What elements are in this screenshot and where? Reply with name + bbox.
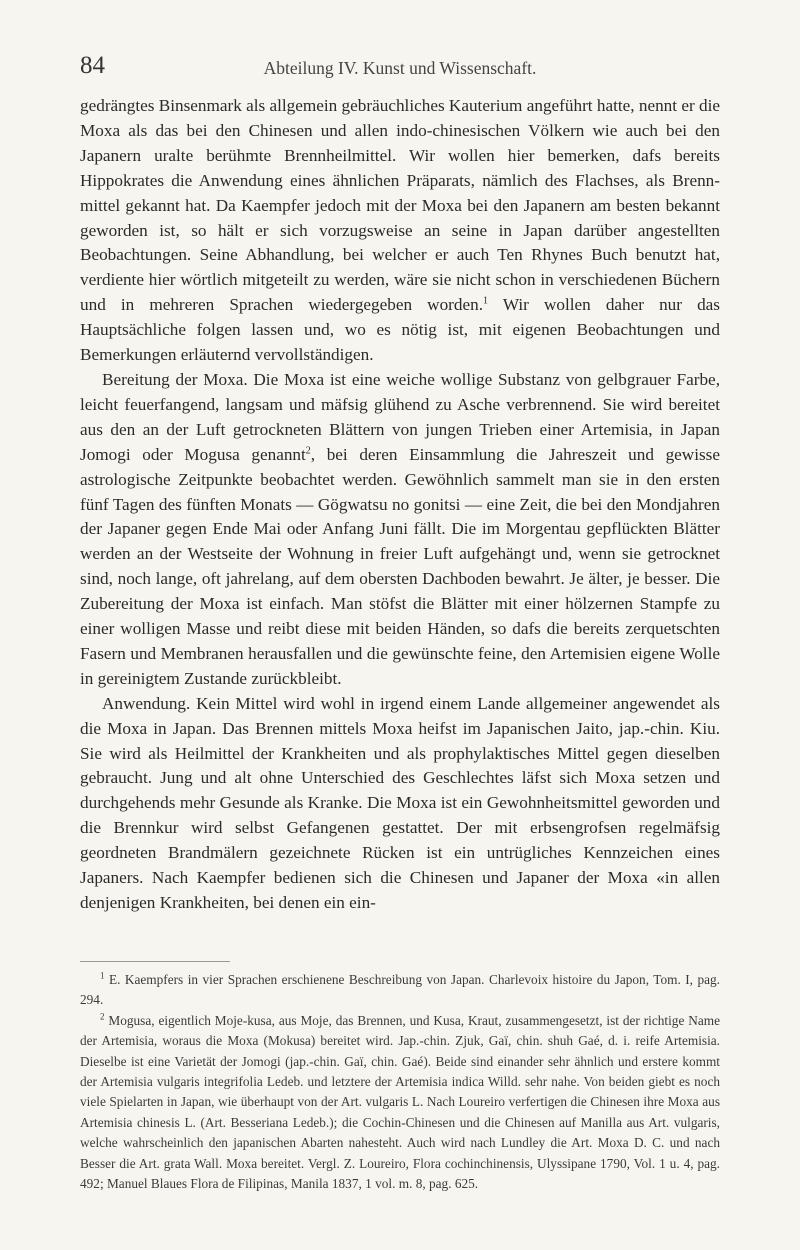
footnotes [80,970,720,1194]
paragraph-bereitung: Bereitung der Moxa. Die Moxa ist eine weiche wollige Substanz von gelbgrauer Farbe, leicht feuerfangend, langsam und mäfsig glühend zu Asche verbrennend. Sie wird bereitet aus den an der Luft getrockneten Blättern von jungen Trieben einer Artemisia, in Japan Jomogi oder Mogusa genannt$^2$, bei deren Einsammlung die Jahreszeit und gewisse astrologische Zeitpunkte beobachtet werden. Gewöhnlich sammelt man sie in den ersten fünf Tagen des fünften Monats — Gögwatsu no gonitsi — eine Zeit, die bei den Mondjahren der Japaner gegen Ende Mai oder Anfang Juni fällt. Die im Morgentau gepflückten Blätter werden an der Westseite der Wohnung in freier Luft aufgehängt und, wenn sie getrocknet sind, noch lange, oft jahrelang, auf dem obersten Dachboden bewahrt. Je älter, je besser. Die Zubereitung der Moxa ist einfach. Man stöfst die Blätter mit einer hölzernen Stampfe zu einer wolligen Masse und reibt diese mit beiden Händen, so dafs die bereits zerquetschten Fasern und Membranen herausfallen und die gewünschte feine, den Artemisien eigene Wolle in gereinigtem Zustande zurückbleibt. [80,369,720,688]
footnote-divider [80,961,230,962]
paragraph-anwendung: Anwendung. Kein Mittel wird wohl in irgend einem Lande allgemeiner angewendet als die Moxa in Japan. Das Brennen mittels Moxa heifst im Japanischen Jaito, jap.-chin. Kiu. Sie wird als Heilmittel der Krankheiten und als prophylaktisches Mittel gegen dieselben gebraucht. Jung und alt ohne Unterschied des Geschlechtes läfst sich Moxa setzen und durchgehends mehr Gesunde als Kranke. Die Moxa ist ein Gewohnheitsmittel geworden und die Brennkur wird selbst Gefangenen gestattet. Der mit erbsengrofsen regelmäfsig geordneten Brandmälern gezeichnete Rücken ist ein untrügliches Kennzeichen eines Japaners. Nach Kaempfer bedienen sich die Chinesen und Japaner der Moxa «in allen denjenigen Krankheiten, bei denen ein ein- [80,693,720,912]
footnote-ref-1: 1 [483,295,489,307]
page-number: 84 [80,52,105,79]
page-header [80,52,720,82]
footnote-1: $^1$ E. Kaempfers in vier Sprachen erschienene Beschreibung von Japan. Charlevoix histoire du Japon, Tom. I, pag. 294. [80,970,720,1008]
running-head: Abteilung IV. Kunst und Wissenschaft. [263,58,537,78]
paragraph-1: gedrängtes Binsenmark als allgemein gebräuchliches Kauterium angeführt hatte, nennt er die Moxa als das bei den Chinesen und allen indo-chinesischen Völkern wie auch bei den Japanern uralte berühmte Brennheilmittel. Wir wollen hier bemerken, dafs bereits Hippokrates die Anwendung eines ähnlichen Präparats, nämlich des Flachses, als Brennmittel gekannt hat. Da Kaempfer jedoch mit der Moxa bei den Japanern am besten bekannt geworden ist, so hält er sich vorzugsweise an seine in Japan darüber angestellten Beobachtungen. Seine Abhandlung, bei welcher er auch Ten Rhynes Buch benutzt hat, verdiente hier wörtlich mitgeteilt zu werden, wäre sie nicht schon in verschiedenen Büchern und in mehreren Sprachen wiedergegeben worden.$^1$ Wir wollen daher nur das Hauptsächliche folgen lassen und, wo es nötig ist, mit eigenen Beobachtungen und Bemerkungen erläuternd vervollständigen. [80,96,720,365]
body-text [80,94,720,916]
footnote-ref-2: 2 [305,444,311,456]
footnote-2: $^2$ Mogusa, eigentlich Moje-kusa, aus Moje, das Brennen, und Kusa, Kraut, zusammengesetzt, ist der richtige Name der Artemisia, woraus die Moxa (Mokusa) bereitet wird. Jap.-chin. Zjuk, Gaï, chin. shuh Gaé, d. i. reife Artemisia. Dieselbe ist eine Varietät der Jomogi (jap.-chin. Gaï, chin. Gaé). Beide sind einander sehr ähnlich und erstere kommt der Artemisia vulgaris integrifolia Ledeb. und letztere der Artemisia indica Willd. sehr nahe. Von beiden giebt es noch viele Spielarten in Japan, wie überhaupt von der Art. vulgaris L. Nach Loureiro verfertigen die Chinesen ihre Moxa aus Artemisia chinesis L. (Art. Besseriana Ledeb.); die Cochin-Chinesen und die Chinesen auf Manilla aus Art. vulgaris, welche wahrscheinlich den japanischen Abarten nahesteht. Auch wird nach Lundley die Art. Moxa D. C. und nach Besser die Art. grata Wall. Moxa bereitet. Vergl. Z. Loureiro, Flora cochinchinensis, Ulyssipane 1790, Vol. 1 u. 4, pag. 492; Manuel Blaues Flora de Filipinas, Manila 1837, 1 vol. m. 8, pag. 625. [80,1011,720,1192]
